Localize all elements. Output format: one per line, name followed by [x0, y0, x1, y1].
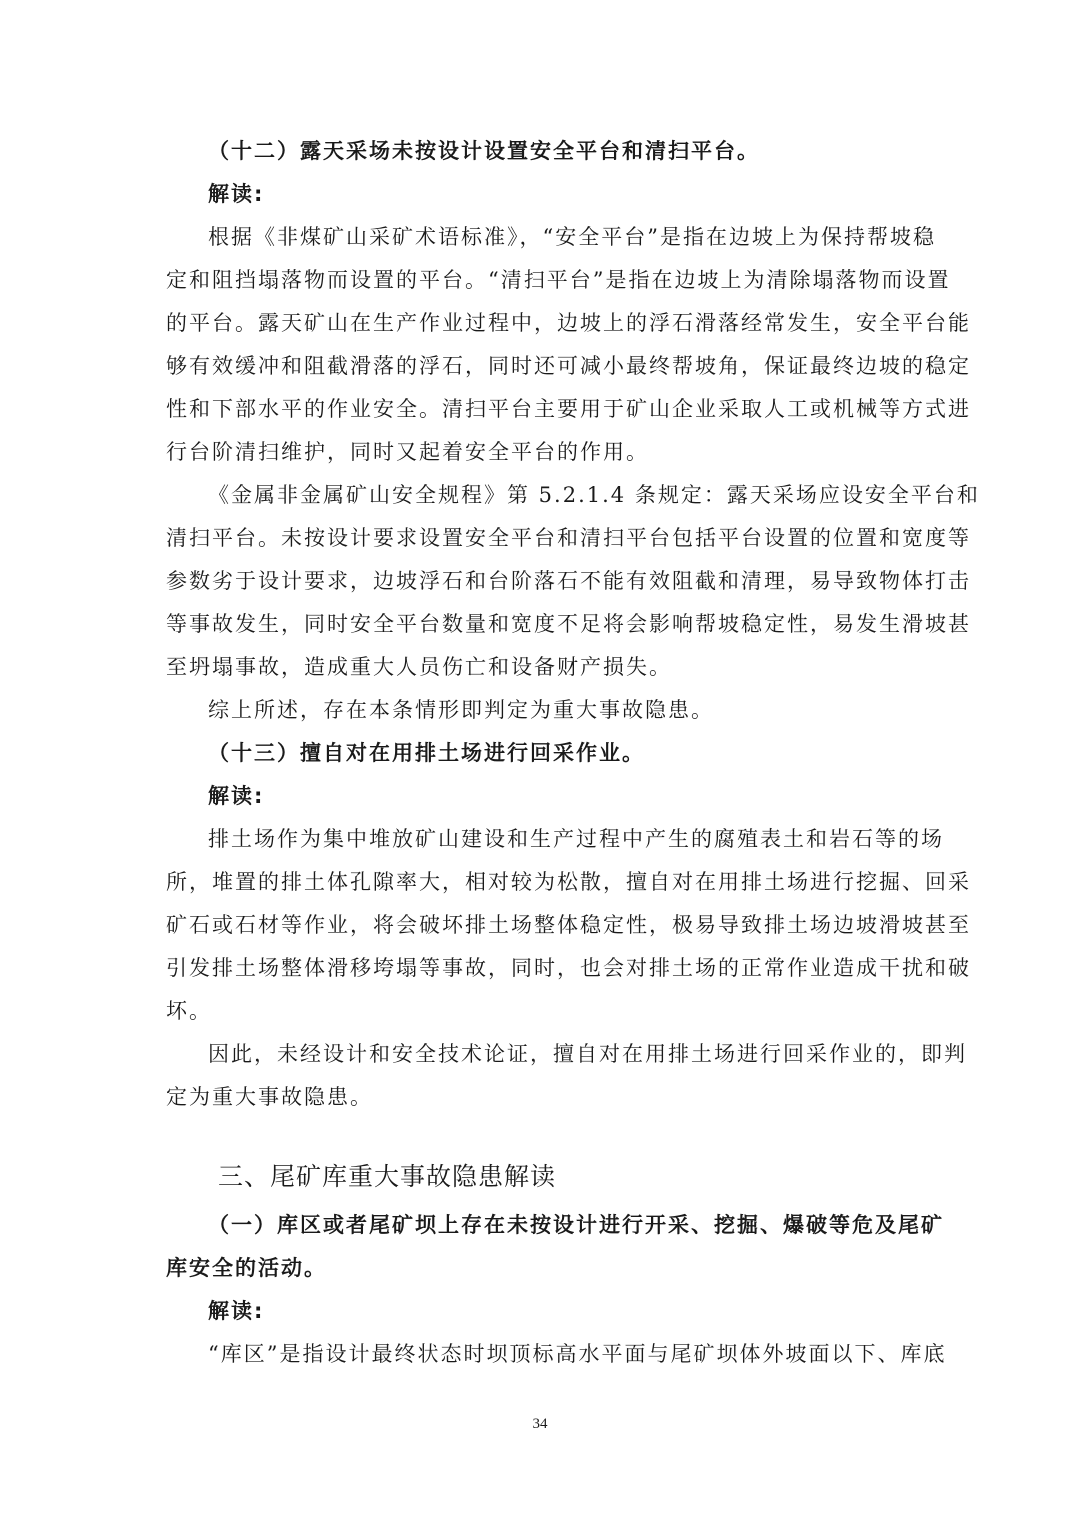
text-line: 清扫平台。未按设计要求设置安全平台和清扫平台包括平台设置的位置和宽度等 [166, 526, 971, 550]
jiedu-label: 解读: [208, 1299, 265, 1323]
paragraph [166, 474, 980, 689]
jiedu-label-13: 解读: [208, 784, 265, 808]
text-line: 矿石或石材等作业，将会破坏排土场整体稳定性，极易导致排土场边坡滑坡甚至 [166, 913, 971, 937]
text-line: 所，堆置的排土体孔隙率大，相对较为松散，擅自对在用排土场进行挖掘、回采 [166, 870, 971, 894]
text-line: 引发排土场整体滑移垮塌等事故，同时，也会对排土场的正常作业造成干扰和破 [166, 956, 971, 980]
section-heading-13: （十三）擅自对在用排土场进行回采作业。 [208, 741, 645, 765]
text-line: 至坍塌事故，造成重大人员伤亡和设备财产损失。 [166, 655, 672, 679]
text-line: 排土场作为集中堆放矿山建设和生产过程中产生的腐殖表土和岩石等的场 [208, 827, 944, 851]
text-line: 坏。 [166, 999, 212, 1023]
subsection-heading: （一）库区或者尾矿坝上存在未按设计进行开采、挖掘、爆破等危及尾矿 [208, 1213, 944, 1237]
text-line: 综上所述，存在本条情形即判定为重大事故隐患。 [208, 698, 714, 722]
page-number: 34 [532, 1416, 548, 1432]
paragraph [166, 216, 971, 474]
text-line: 的平台。露天矿山在生产作业过程中，边坡上的浮石滑落经常发生，安全平台能 [166, 311, 971, 335]
subsection-heading: 库安全的活动。 [166, 1256, 327, 1280]
text-line: 参数劣于设计要求，边坡浮石和台阶落石不能有效阻截和清理，易导致物体打击 [166, 569, 971, 593]
text-line: 性和下部水平的作业安全。清扫平台主要用于矿山企业采取人工或机械等方式进 [166, 397, 971, 421]
text-line: 够有效缓冲和阻截滑落的浮石，同时还可减小最终帮坡角，保证最终边坡的稳定 [166, 354, 971, 378]
paragraph [166, 818, 971, 1033]
text-line: 《金属非金属矿山安全规程》第 5.2.1.4 条规定：露天采场应设安全平台和 [208, 483, 980, 507]
text-line: “库区”是指设计最终状态时坝顶标高水平面与尾矿坝体外坡面以下、库底 [208, 1342, 947, 1366]
section-heading-12: （十二）露天采场未按设计设置安全平台和清扫平台。 [208, 139, 760, 163]
text-line: 定为重大事故隐患。 [166, 1085, 373, 1109]
part-title: 三、尾矿库重大事故隐患解读 [218, 1162, 557, 1191]
page-content [166, 130, 980, 1376]
text-line: 因此，未经设计和安全技术论证，擅自对在用排土场进行回采作业的，即判 [208, 1042, 967, 1066]
text-line: 行台阶清扫维护，同时又起着安全平台的作用。 [166, 440, 649, 464]
paragraph [166, 1033, 967, 1119]
text-line: 根据《非煤矿山采矿术语标准》，“安全平台”是指在边坡上为保持帮坡稳 [208, 225, 936, 249]
text-line: 定和阻挡塌落物而设置的平台。“清扫平台”是指在边坡上为清除塌落物而设置 [166, 268, 951, 292]
text-line: 等事故发生，同时安全平台数量和宽度不足将会影响帮坡稳定性，易发生滑坡甚 [166, 612, 971, 636]
jiedu-label-12: 解读: [208, 182, 265, 206]
